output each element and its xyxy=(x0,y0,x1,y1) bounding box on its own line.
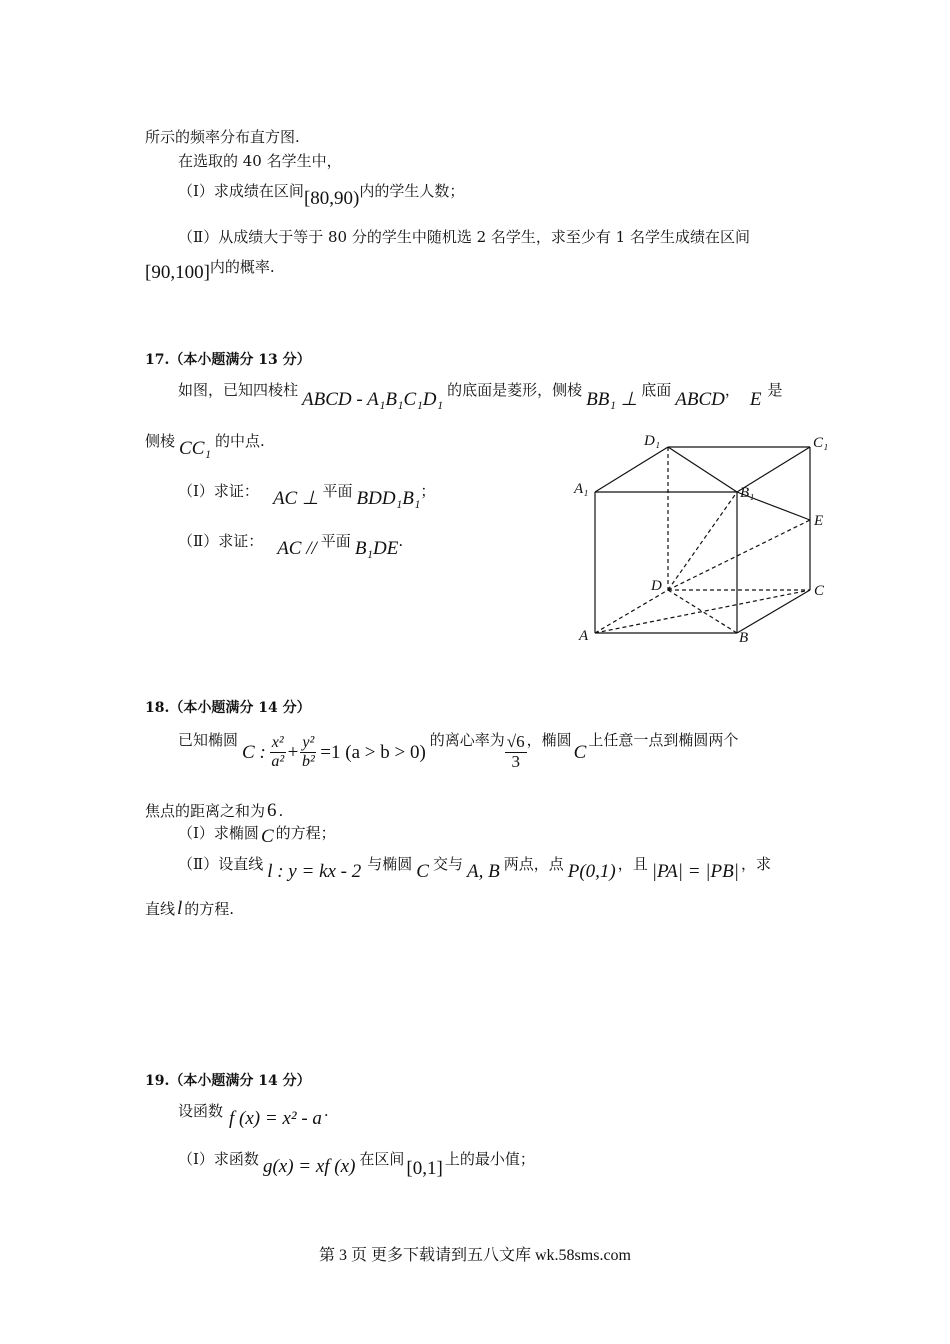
q18-point-p: P(0,1) xyxy=(567,861,616,882)
q17-intro xyxy=(178,379,783,410)
q18-six: 6 xyxy=(267,800,277,821)
q19-func-end: . xyxy=(323,1102,329,1120)
q17-base: ABCD xyxy=(675,389,725,410)
q18-part2-prefix: （Ⅱ）设直线 xyxy=(178,855,264,873)
q18-eq-rest: =1 (a > b > 0) xyxy=(320,741,426,763)
q16-part1-interval: [80,90) xyxy=(303,188,360,209)
q18-ellipse-c: C xyxy=(573,741,587,763)
diag-ac xyxy=(595,590,810,633)
q17-part1-plane-word: 平面 xyxy=(322,482,353,500)
q18-part1-prefix: （Ⅰ）求椭圆 xyxy=(178,824,259,842)
label-a: A xyxy=(579,628,589,644)
q18-ecc xyxy=(505,733,527,771)
q18-line-l: l xyxy=(177,898,183,919)
q18-ecc-num: √6 xyxy=(506,732,525,751)
q17-part2-math: AC // xyxy=(277,538,317,559)
q18-plus: + xyxy=(287,741,299,763)
q18-frac-x-num: x² xyxy=(271,734,284,752)
q16-part2: （Ⅱ）从成绩大于等于 80 分的学生中随机选 2 名学生，求至少有 1 名学生成绩在区间 xyxy=(178,228,750,246)
q17-intro-d: 是 xyxy=(767,381,783,399)
q17-edge-cc: CC₁ xyxy=(179,438,211,459)
q19-part1-prefix: （Ⅰ）求函数 xyxy=(178,1150,259,1168)
q18-intro-a: 已知椭圆 xyxy=(178,731,239,749)
q17-part2 xyxy=(178,530,404,559)
q17-intro-b: 的底面是菱形，侧棱 xyxy=(447,381,583,399)
label-c: C xyxy=(814,583,825,599)
q18-line3-a: 直线 xyxy=(145,900,176,918)
q18-frac-x xyxy=(270,734,286,770)
q17-part2-plane-word: 平面 xyxy=(320,532,351,550)
q18-intro-b: 的离心率为 xyxy=(429,731,505,749)
edge-bc xyxy=(737,590,810,633)
label-d: D xyxy=(651,578,662,594)
q19-part1-mid: 在区间 xyxy=(359,1150,405,1168)
q17-heading: 17.（本小题满分 13 分） xyxy=(145,352,311,368)
q17-intro-c: 底面 xyxy=(641,381,672,399)
page-footer: 第 3 页 更多下载请到五八文库 wk.58sms.com xyxy=(318,1247,631,1264)
q19-intro xyxy=(178,1100,329,1129)
q16-part1 xyxy=(178,180,465,209)
diag-de xyxy=(668,520,810,590)
q17-part1-plane: BDD₁B₁ xyxy=(356,488,421,509)
q17-part1-prefix: （Ⅰ）求证： xyxy=(178,482,259,500)
edge-a1d1 xyxy=(595,447,668,492)
q18-part2-mid3: 两点，点 xyxy=(503,855,564,873)
q17-part2-plane: B₁DE xyxy=(354,538,399,559)
diag-db xyxy=(668,590,737,633)
q17-comma: ， xyxy=(724,381,740,399)
q17-part1 xyxy=(178,480,436,509)
q18-intro-d: 上任意一点到椭圆两个 xyxy=(588,731,739,749)
q18-part1-suffix: 的方程； xyxy=(275,824,336,842)
q18-heading: 18.（本小题满分 14 分） xyxy=(145,700,311,716)
q17-prism: ABCD - A₁B₁C₁D₁ xyxy=(302,389,444,410)
q19-intro-text: 设函数 xyxy=(178,1102,224,1120)
q18-part2-mid4: ，且 xyxy=(617,855,648,873)
q17-part1-end: ； xyxy=(420,482,436,500)
label-c1: C₁ xyxy=(813,435,829,451)
q19-heading: 19.（本小题满分 14 分） xyxy=(145,1073,311,1089)
q19-part1 xyxy=(178,1148,535,1179)
q18-frac-y xyxy=(300,734,316,770)
q18-part2-c: C xyxy=(416,861,429,882)
q18-points-ab: A, B xyxy=(466,861,500,882)
q17-part2-prefix: （Ⅱ）求证： xyxy=(178,532,264,550)
q18-line2 xyxy=(145,800,283,823)
q17-line2-b: 的中点. xyxy=(214,432,265,450)
q18-line2-end: . xyxy=(278,802,284,820)
q18-line3 xyxy=(145,898,234,921)
q17-point-e: E xyxy=(749,389,762,410)
q18-intro xyxy=(178,733,738,771)
q16-part1-suffix: 内的学生人数； xyxy=(359,182,465,200)
q16-part1-prefix: （Ⅰ）求成绩在区间 xyxy=(178,182,304,200)
q17-edge: BB₁ ⊥ xyxy=(586,389,638,410)
q19-gfunc: g(x) = xf (x) xyxy=(262,1156,356,1177)
q18-abs-eq: |PA| = |PB| xyxy=(651,861,739,882)
label-a1: A₁ xyxy=(574,481,589,497)
q19-part1-suffix: 上的最小值； xyxy=(444,1150,535,1168)
label-b1: B₁ xyxy=(740,485,755,501)
q16-part2-interval: [90,100] xyxy=(145,262,210,283)
diag-db1 xyxy=(668,492,737,590)
q19-interval: [0,1] xyxy=(406,1158,443,1179)
q16-line1: 所示的频率分布直方图. xyxy=(145,128,300,146)
q18-line3-b: 的方程. xyxy=(184,900,235,918)
edge-d1b1 xyxy=(668,447,737,492)
q18-ecc-den: 3 xyxy=(511,751,520,771)
q18-part2 xyxy=(178,853,771,882)
q18-frac-y-num: y² xyxy=(302,734,315,752)
q16-part2-suffix: 内的概率. xyxy=(209,258,275,276)
q17-intro-a: 如图，已知四棱柱 xyxy=(178,381,299,399)
q18-part2-mid1: 与椭圆 xyxy=(367,855,413,873)
prism-figure xyxy=(560,425,840,650)
q18-part1 xyxy=(178,822,336,845)
label-e: E xyxy=(814,513,824,529)
q18-line2-text: 焦点的距离之和为 xyxy=(145,802,266,820)
q16-line2: 在选取的 40 名学生中， xyxy=(178,152,342,170)
q18-ellipse-name: C : xyxy=(242,741,266,763)
q19-func: f (x) = x² - a xyxy=(229,1108,322,1129)
q18-part2-mid5: ，求 xyxy=(740,855,771,873)
label-d1: D₁ xyxy=(644,433,661,449)
q18-part2-mid2: 交与 xyxy=(432,855,463,873)
q16-part2-line2 xyxy=(145,256,275,283)
q17-part2-end: . xyxy=(398,532,404,550)
q17-line2 xyxy=(145,430,265,459)
q18-frac-x-den: a² xyxy=(271,752,285,770)
q18-frac-y-den: b² xyxy=(301,752,315,770)
q17-line2-a: 侧棱 xyxy=(145,432,176,450)
q17-part1-math: AC ⊥ xyxy=(272,488,319,509)
edge-ad xyxy=(595,590,668,633)
q18-part1-c: C xyxy=(260,826,274,847)
label-b: B xyxy=(739,630,749,646)
q18-intro-c: ，椭圆 xyxy=(526,731,572,749)
q18-line-eq: l : y = kx - 2 xyxy=(267,861,362,882)
